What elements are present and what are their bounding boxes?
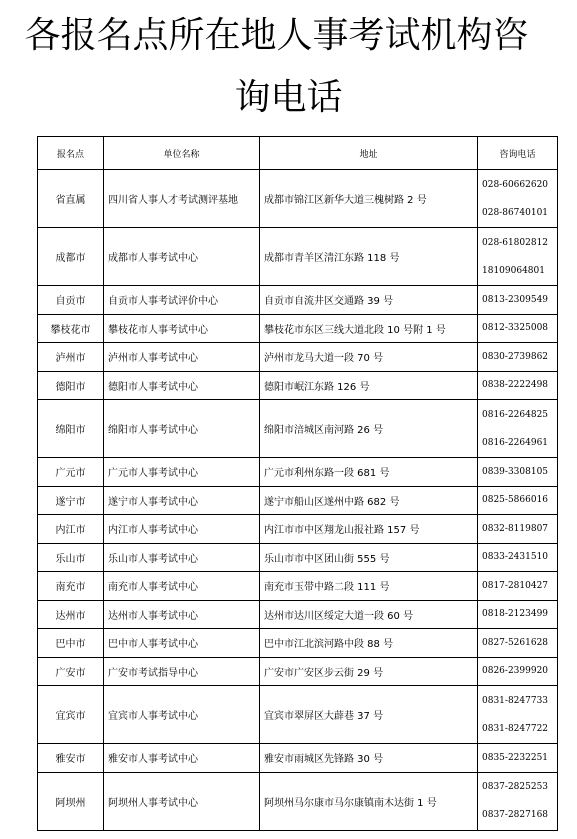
table-row xyxy=(38,657,558,686)
page-title-line-2: 询电话 xyxy=(234,77,343,118)
cell-unit: 成都市人事考试中心 xyxy=(104,228,260,286)
phone-number: 0827-5261628 xyxy=(482,637,549,648)
cell-unit: 宜宾市人事考试中心 xyxy=(104,686,260,744)
cell-address: 自贡市自流井区交通路 39 号 xyxy=(260,286,478,315)
cell-address: 遂宁市船山区遂州中路 682 号 xyxy=(260,486,478,515)
phone-number: 0838-2222498 xyxy=(482,380,549,391)
contact-table xyxy=(37,136,558,831)
header-phone: 咨询电话 xyxy=(478,137,558,170)
cell-site: 泸州市 xyxy=(38,343,104,372)
phone-number: 0831-8247733 xyxy=(482,695,549,706)
phone-number: 0837-2825253 xyxy=(482,782,549,792)
cell-site: 成都市 xyxy=(38,228,104,286)
table-row xyxy=(38,228,558,286)
cell-unit: 绵阳市人事考试中心 xyxy=(104,400,260,458)
phone-number: 0832-8119807 xyxy=(482,523,549,534)
cell-unit: 广元市人事考试中心 xyxy=(104,458,260,487)
cell-phone xyxy=(478,657,558,686)
cell-site: 自贡市 xyxy=(38,286,104,315)
phone-number: 0830-2739862 xyxy=(482,351,549,362)
cell-unit: 内江市人事考试中心 xyxy=(104,515,260,544)
cell-phone xyxy=(478,515,558,544)
cell-address: 达州市达川区绥定大道一段 60 号 xyxy=(260,600,478,629)
table-row xyxy=(38,170,558,228)
cell-address: 绵阳市涪城区南河路 26 号 xyxy=(260,400,478,458)
cell-site: 宜宾市 xyxy=(38,686,104,744)
table-row xyxy=(38,486,558,515)
cell-site: 广安市 xyxy=(38,657,104,686)
table-row xyxy=(38,744,558,773)
cell-unit: 达州市人事考试中心 xyxy=(104,600,260,629)
phone-number: 18109064801 xyxy=(482,265,545,276)
cell-phone xyxy=(478,686,558,744)
cell-site: 巴中市 xyxy=(38,629,104,658)
cell-address: 阿坝州马尔康市马尔康镇南木达街 1 号 xyxy=(260,772,478,830)
cell-phone xyxy=(478,170,558,228)
header-unit: 单位名称 xyxy=(104,137,260,170)
phone-number: 028-86740101 xyxy=(482,207,549,218)
cell-phone xyxy=(478,744,558,773)
cell-address: 南充市玉带中路二段 111 号 xyxy=(260,572,478,601)
cell-site: 乐山市 xyxy=(38,543,104,572)
cell-site: 阿坝州 xyxy=(38,772,104,830)
cell-address: 巴中市江北滨河路中段 88 号 xyxy=(260,629,478,658)
phone-number: 0837-2827168 xyxy=(482,810,549,820)
table-row xyxy=(38,286,558,315)
cell-phone xyxy=(478,400,558,458)
phone-number: 028-60662620 xyxy=(482,179,549,190)
cell-phone xyxy=(478,486,558,515)
header-site: 报名点 xyxy=(38,137,104,170)
cell-unit: 南充市人事考试中心 xyxy=(104,572,260,601)
cell-phone xyxy=(478,458,558,487)
cell-site: 省直属 xyxy=(38,170,104,228)
cell-site: 雅安市 xyxy=(38,744,104,773)
cell-phone xyxy=(478,371,558,400)
cell-site: 内江市 xyxy=(38,515,104,544)
cell-address: 内江市市中区翔龙山报社路 157 号 xyxy=(260,515,478,544)
cell-phone xyxy=(478,343,558,372)
table-row xyxy=(38,600,558,629)
phone-number: 0826-2399920 xyxy=(482,666,549,677)
table-row xyxy=(38,371,558,400)
phone-number: 0835-2232251 xyxy=(482,752,549,763)
cell-site: 遂宁市 xyxy=(38,486,104,515)
cell-unit: 遂宁市人事考试中心 xyxy=(104,486,260,515)
phone-number: 0825-5866016 xyxy=(482,495,549,506)
table-row xyxy=(38,515,558,544)
cell-site: 攀枝花市 xyxy=(38,314,104,343)
cell-unit: 乐山市人事考试中心 xyxy=(104,543,260,572)
phone-number: 0817-2810427 xyxy=(482,580,549,591)
cell-address: 成都市锦江区新华大道三槐树路 2 号 xyxy=(260,170,478,228)
page-title-line-1: 各报名点所在地人事考试机构咨 xyxy=(24,15,529,56)
cell-unit: 泸州市人事考试中心 xyxy=(104,343,260,372)
cell-phone xyxy=(478,228,558,286)
table-body xyxy=(38,170,558,831)
cell-site: 南充市 xyxy=(38,572,104,601)
cell-address: 雅安市雨城区先锋路 30 号 xyxy=(260,744,478,773)
cell-unit: 广安市考试指导中心 xyxy=(104,657,260,686)
cell-site: 绵阳市 xyxy=(38,400,104,458)
cell-address: 攀枝花市东区三线大道北段 10 号附 1 号 xyxy=(260,314,478,343)
cell-address: 乐山市市中区团山街 555 号 xyxy=(260,543,478,572)
cell-unit: 雅安市人事考试中心 xyxy=(104,744,260,773)
cell-phone xyxy=(478,629,558,658)
cell-unit: 德阳市人事考试中心 xyxy=(104,371,260,400)
table-header-row xyxy=(38,137,558,170)
table-row xyxy=(38,458,558,487)
cell-unit: 自贡市人事考试评价中心 xyxy=(104,286,260,315)
cell-site: 达州市 xyxy=(38,600,104,629)
phone-number: 0833-2431510 xyxy=(482,552,549,563)
cell-phone xyxy=(478,600,558,629)
table-row xyxy=(38,543,558,572)
cell-phone xyxy=(478,314,558,343)
table-row xyxy=(38,314,558,343)
table-row xyxy=(38,572,558,601)
table-row xyxy=(38,629,558,658)
cell-address: 广元市利州东路一段 681 号 xyxy=(260,458,478,487)
cell-address: 广安市广安区步云街 29 号 xyxy=(260,657,478,686)
cell-unit: 巴中市人事考试中心 xyxy=(104,629,260,658)
phone-number: 0816-2264961 xyxy=(482,437,549,448)
phone-number: 0818-2123499 xyxy=(482,609,549,620)
cell-phone xyxy=(478,543,558,572)
table-row xyxy=(38,686,558,744)
phone-number: 0839-3308105 xyxy=(482,466,549,477)
table-row xyxy=(38,400,558,458)
table-row xyxy=(38,772,558,830)
cell-address: 德阳市岷江东路 126 号 xyxy=(260,371,478,400)
phone-number: 028-61802812 xyxy=(482,237,549,248)
cell-unit: 攀枝花市人事考试中心 xyxy=(104,314,260,343)
phone-number: 0831-8247722 xyxy=(482,723,549,734)
cell-phone xyxy=(478,286,558,315)
cell-site: 德阳市 xyxy=(38,371,104,400)
cell-unit: 阿坝州人事考试中心 xyxy=(104,772,260,830)
cell-site: 广元市 xyxy=(38,458,104,487)
phone-number: 0813-2309549 xyxy=(482,294,549,305)
cell-phone xyxy=(478,572,558,601)
cell-phone xyxy=(478,772,558,830)
phone-number: 0812-3325008 xyxy=(482,323,549,334)
cell-address: 宜宾市翠屏区大薜巷 37 号 xyxy=(260,686,478,744)
header-address: 地址 xyxy=(260,137,478,170)
cell-unit: 四川省人事人才考试测评基地 xyxy=(104,170,260,228)
table-row xyxy=(38,343,558,372)
cell-address: 成都市青羊区清江东路 118 号 xyxy=(260,228,478,286)
cell-address: 泸州市龙马大道一段 70 号 xyxy=(260,343,478,372)
phone-number: 0816-2264825 xyxy=(482,409,549,420)
